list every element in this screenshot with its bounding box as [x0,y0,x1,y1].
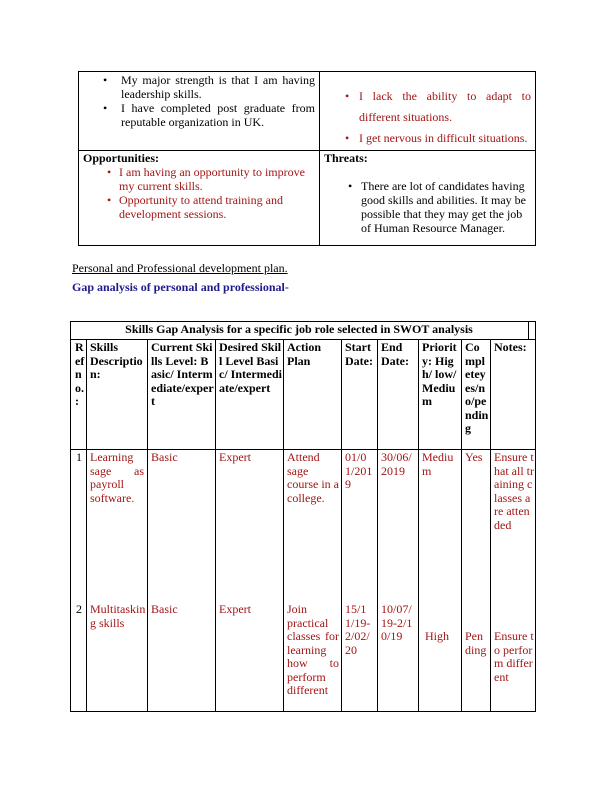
opportunities-cell [83,151,317,221]
col-line [490,340,491,711]
threats-cell [324,151,534,235]
strengths-cell [79,73,315,129]
header-end: End Date: [381,340,409,368]
swot-divider-vertical [319,72,320,245]
row2-current: Basic [151,602,178,616]
row1-complete: Yes [465,450,483,464]
threat-item: • There are lot of candidates having good skills and abilities. It may be possible that they may get the job of Human Resource Manager. [324,179,534,235]
row1-start: 01/01/2019 [345,450,373,491]
swot-table [78,71,536,246]
row1-priority: Medium [422,450,454,478]
row2-complete: Pending [465,629,487,657]
row1-ref: 1 [76,450,82,464]
header-current: Current Skills Level: Basic/ Intermediate/expert [151,340,214,408]
row2-start: 15/11/19-2/02/20 [345,602,371,657]
header-ref: Ref no.: [75,340,85,408]
header-action: Action Plan [287,340,321,368]
row2-skill: Multitasking skills [90,602,146,630]
col-line [341,340,342,711]
gap-analysis-table [70,321,536,712]
row1-skill: Learning sage as payroll software. [90,450,144,505]
threats-label: Threats: [324,151,368,165]
header-skill: Skills Description: [90,340,143,381]
opportunity-item: • I am having an opportunity to improve my current skills. [83,165,317,193]
row2-action: Join practical classes for learning how to perform different [287,602,339,697]
row2-ref: 2 [76,602,82,616]
col-line [283,340,284,711]
col-line [461,340,462,711]
opportunity-item: • Opportunity to attend training and development sessions. [83,193,317,221]
weaknesses-cell [321,86,531,149]
col-line [418,340,419,711]
header-start: Start Date: [345,340,373,368]
row1-current: Basic [151,450,178,464]
col-line [377,340,378,711]
col-line [147,340,148,711]
col-line [215,340,216,711]
opportunities-label: Opportunities: [83,151,160,165]
header-complete: Completeyes/no/pending [465,340,489,435]
col-line [86,340,87,711]
title-right-border [528,322,529,340]
row2-desired: Expert [219,602,251,616]
header-notes: Notes: [494,340,527,354]
row1-action: Attend sage course in a college. [287,450,339,505]
weakness-item: • I lack the ability to adapt to different situations. [321,86,531,128]
plan-heading: Personal and Professional development plan. [72,261,288,275]
row1-notes: Ensure that all training classes are attended [494,450,534,532]
row2-priority: High [425,629,449,643]
strength-item: • My major strength is that I am having leadership skills. [79,73,315,101]
gap-table-title: Skills Gap Analysis for a specific job role selected in SWOT analysis [125,322,473,336]
header-desired: Desired Skill Level Basic/ Intermediate/expert [219,340,282,395]
gap-heading: Gap analysis of personal and professional- [72,280,289,294]
weakness-item: • I get nervous in difficult situations. [321,128,531,149]
header-priority: Priority: High/ low/ Medium [422,340,457,408]
row2-notes: Ensure to perform different [494,629,534,684]
row1-desired: Expert [219,450,251,464]
row2-end: 10/07/19-2/10/19 [381,602,413,643]
strength-item: • I have completed post graduate from reputable organization in UK. [79,101,315,129]
row1-end: 30/06/2019 [381,450,412,478]
